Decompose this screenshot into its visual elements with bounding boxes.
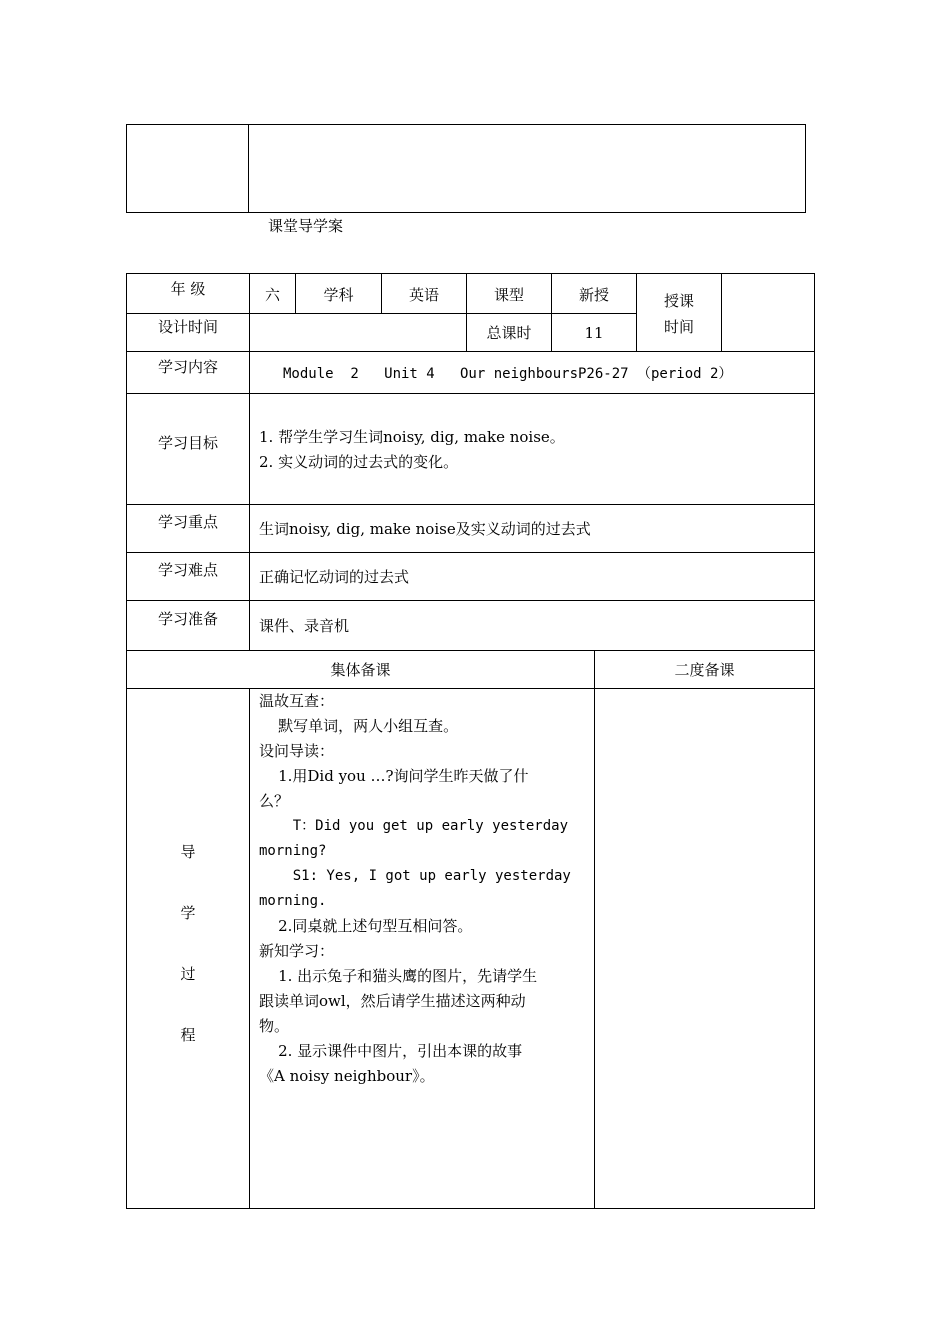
process-char: 学 — [180, 904, 196, 922]
grade-label: 年 级 — [170, 280, 206, 298]
total-hours-value: 11 — [584, 324, 604, 342]
difficulty-value: 正确记忆动词的过去式 — [259, 568, 410, 586]
goal-1: 1. 帮学生学习生词noisy, dig, make noise。 — [259, 428, 565, 446]
process-line: morning? — [259, 843, 327, 859]
process-line: S1: Yes, I got up early yesterday — [259, 868, 571, 884]
subject-value: 英语 — [408, 286, 439, 304]
grid-line — [594, 650, 595, 1209]
grid-line — [249, 688, 250, 1209]
grid-line — [126, 504, 815, 505]
grid-line — [814, 273, 815, 1209]
grade-value: 六 — [264, 286, 280, 304]
key-value: 生词noisy, dig, make noise及实义动词的过去式 — [259, 520, 591, 538]
process-line: T：Did you get up early yesterday — [259, 818, 569, 834]
content-label: 学习内容 — [157, 358, 218, 376]
grid-line — [126, 688, 815, 689]
grid-line — [249, 273, 250, 651]
process-line: 新知学习： — [259, 942, 335, 960]
process-line: 《A noisy neighbour》。 — [259, 1067, 435, 1085]
design-time-label: 设计时间 — [157, 318, 218, 336]
lesson-type-value: 新授 — [578, 286, 609, 304]
process-line: 1. 出示兔子和猫头鹰的图片，先请学生 — [259, 967, 538, 985]
goal-2: 2. 实义动词的过去式的变化。 — [259, 453, 459, 471]
process-line: 2. 显示课件中图片，引出本课的故事 — [259, 1042, 523, 1060]
teach-time-label-2: 时间 — [663, 318, 694, 336]
grid-line — [126, 552, 815, 553]
top-box-border-top — [126, 124, 806, 125]
page-title: 课堂导学案 — [268, 217, 344, 235]
process-char: 过 — [180, 965, 196, 983]
grid-line — [126, 1208, 815, 1209]
grid-line — [126, 600, 815, 601]
process-line: morning. — [259, 893, 327, 909]
top-box-border-right — [805, 124, 806, 213]
grid-line — [126, 273, 127, 1209]
grid-line — [636, 273, 637, 352]
top-box-border-bottom — [126, 212, 806, 213]
goals-label: 学习目标 — [157, 434, 218, 452]
process-char: 导 — [180, 843, 196, 861]
subject-label: 学科 — [323, 286, 354, 304]
grid-line — [126, 393, 815, 394]
key-label: 学习重点 — [157, 513, 218, 531]
process-line: 2.同桌就上述句型互相问答。 — [259, 917, 473, 935]
grid-line — [126, 273, 815, 274]
teach-time-label-1: 授课 — [663, 292, 694, 310]
total-hours-label: 总课时 — [486, 324, 532, 342]
difficulty-label: 学习难点 — [157, 561, 218, 579]
grid-line — [126, 351, 815, 352]
grid-line — [721, 273, 722, 352]
top-box-divider — [248, 124, 249, 213]
process-line: 温故互查： — [259, 692, 335, 710]
lesson-type-label: 课型 — [493, 286, 524, 304]
process-line: 设问导读： — [259, 742, 335, 760]
process-line: 物。 — [259, 1017, 290, 1035]
prep-label: 学习准备 — [157, 610, 218, 628]
process-line: 跟读单词owl，然后请学生描述这两种动 — [259, 992, 526, 1010]
second-prep-header: 二度备课 — [674, 661, 735, 679]
prep-value: 课件、录音机 — [259, 617, 350, 635]
grid-line — [126, 650, 815, 651]
content-value: Module 2 Unit 4 Our neighboursP26-27 （period 2） — [283, 366, 733, 382]
process-line: 1.用Did you …?询问学生昨天做了什 — [259, 767, 529, 785]
process-line: 么？ — [259, 792, 290, 810]
process-line: 默写单词，两人小组互查。 — [259, 717, 459, 735]
top-box-border-left — [126, 124, 127, 213]
process-char: 程 — [180, 1026, 196, 1044]
group-prep-header: 集体备课 — [330, 661, 391, 679]
